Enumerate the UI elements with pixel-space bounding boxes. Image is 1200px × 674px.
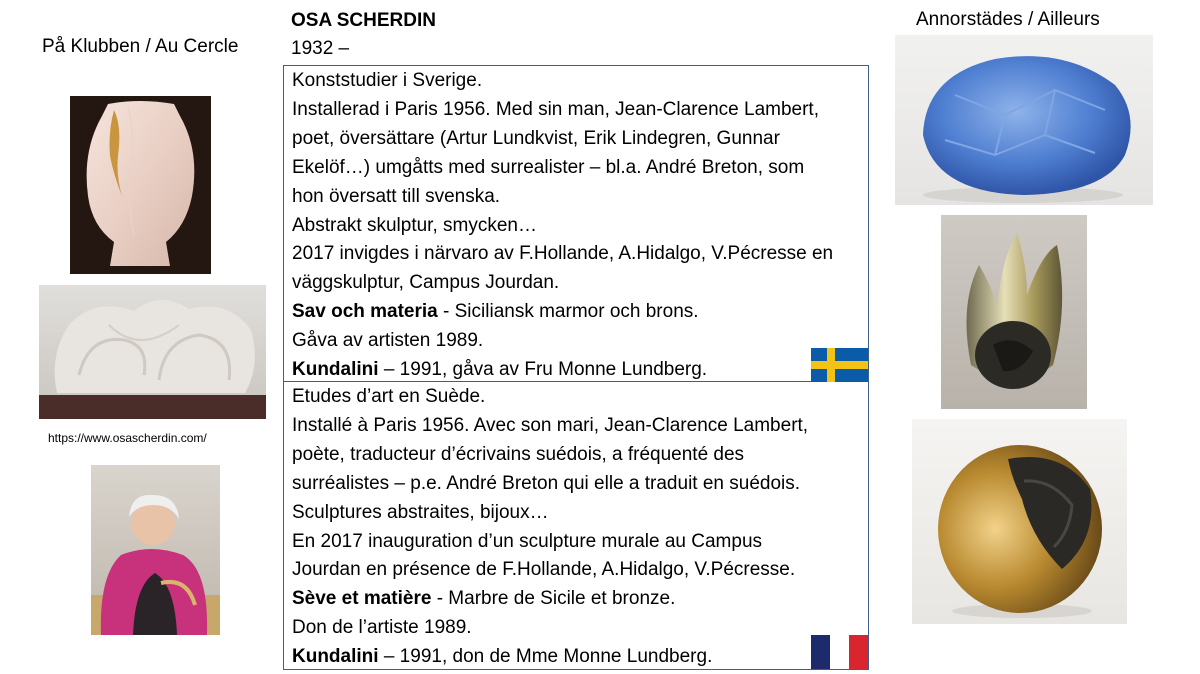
french-text-box — [283, 382, 869, 670]
fr-work-2-title: Kundalini — [292, 646, 379, 668]
artist-years: 1932 – — [291, 38, 350, 59]
bronze-sculpture-photo — [941, 215, 1087, 409]
swedish-text-box — [283, 65, 869, 382]
french-flag-icon — [811, 635, 868, 669]
sv-line: Konststudier i Sverige. — [292, 70, 483, 91]
artist-name: OSA SCHERDIN — [291, 10, 436, 31]
fr-line: Installé à Paris 1956. Avec son mari, Jean-Clarence Lambert, — [292, 414, 809, 436]
sv-line: hon översatt till svenska. — [292, 185, 501, 207]
fr-line: Sculptures abstraites, bijoux… — [292, 501, 549, 523]
sv-work-2-desc: – 1991, gåva av Fru Monne Lundberg. — [378, 359, 708, 381]
bronze-sphere-sculpture-photo — [912, 419, 1127, 624]
artist-website-link[interactable]: https://www.osascherdin.com/ — [48, 431, 207, 445]
fr-line: surréalistes – p.e. André Breton qui elle a traduit en suédois. — [292, 472, 801, 494]
fr-line: En 2017 inauguration d’un sculpture murale au Campus — [292, 530, 763, 552]
fr-work-1-title: Sève et matière — [292, 588, 432, 610]
sv-line: 2017 invigdes i närvaro av F.Hollande, A.Hidalgo, V.Pécresse en — [292, 243, 834, 265]
sv-line: Gåva av artisten 1989. — [292, 330, 484, 352]
artist-portrait-photo — [91, 465, 220, 635]
fr-line: Don de l’artiste 1989. — [292, 617, 472, 639]
sv-work-1-desc: - Siciliansk marmor och brons. — [437, 301, 699, 323]
sv-work-2 — [292, 356, 860, 385]
fr-work-2 — [292, 643, 860, 672]
fr-work-2-desc: – 1991, don de Mme Monne Lundberg. — [378, 646, 713, 668]
blue-sculpture-photo — [895, 35, 1153, 205]
vase-sculpture-photo — [70, 96, 211, 274]
right-column-heading: Annorstädes / Ailleurs — [916, 9, 1100, 30]
fr-line: poète, traducteur d’écrivains suédois, a fréquenté des — [292, 443, 745, 465]
sv-work-2-title: Kundalini — [292, 359, 379, 381]
fr-work-1 — [292, 585, 860, 614]
left-column-heading: På Klubben / Au Cercle — [42, 36, 239, 57]
sv-line: Abstrakt skulptur, smycken… — [292, 214, 537, 236]
sv-line: Ekelöf…) umgåtts med surrealister – bl.a. André Breton, som — [292, 156, 805, 178]
swedish-flag-icon — [811, 348, 868, 382]
fr-line: Etudes d’art en Suède. — [292, 386, 486, 407]
sv-work-1-title: Sav och materia — [292, 301, 438, 323]
sv-line: väggskulptur, Campus Jourdan. — [292, 272, 560, 294]
marble-relief-photo — [39, 285, 266, 419]
sv-work-1 — [292, 298, 860, 327]
fr-line: Jourdan en présence de F.Hollande, A.Hidalgo, V.Pécresse. — [292, 559, 796, 581]
sv-line: Installerad i Paris 1956. Med sin man, Jean-Clarence Lambert, — [292, 98, 819, 120]
sv-line: poet, översättare (Artur Lundkvist, Erik Lindegren, Gunnar — [292, 127, 780, 149]
fr-work-1-desc: - Marbre de Sicile et bronze. — [431, 588, 676, 610]
